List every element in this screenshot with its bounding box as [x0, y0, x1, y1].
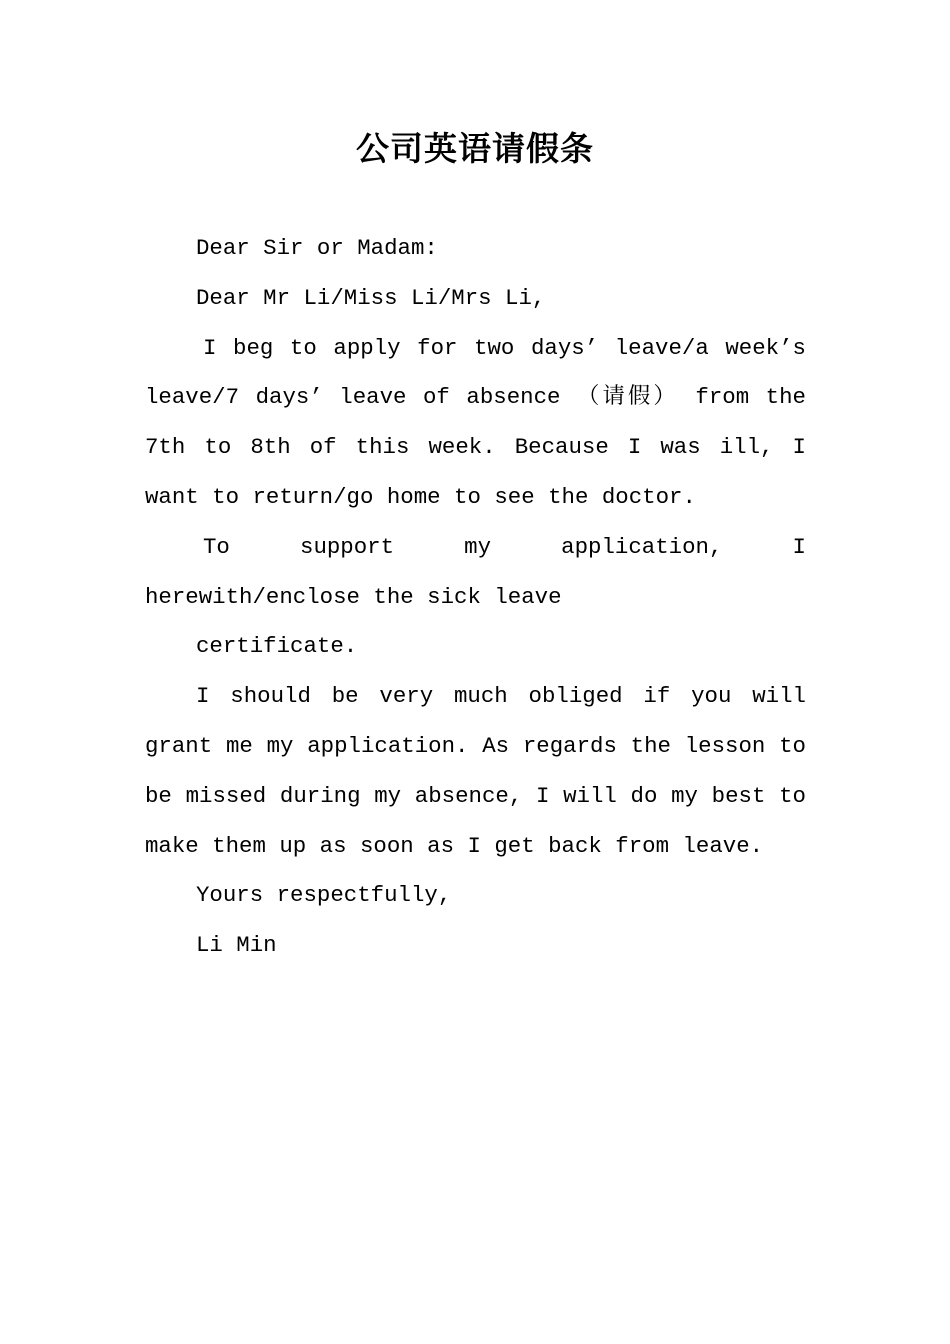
leave-request-paragraph: I beg to apply for two days’ leave/a week’s leave/7 days’ leave of absence （请假） from the 7th to 8th of this week. Because I was ill, I want to return/go home to see the doctor. [145, 334, 806, 510]
support-paragraph-line-2: certificate. [196, 633, 358, 660]
closing-line: Yours respectfully, [196, 882, 452, 909]
obligation-paragraph: I should be very much obliged if you will grant me my application. As regards the lesson to be missed during my absence, I will do my best to make them up as soon as I get back from leave. [145, 683, 806, 859]
greeting-line-2: Dear Mr Li/Miss Li/Mrs Li, [196, 284, 546, 311]
support-paragraph-line-1: To support my application, I herewith/enclose the sick leave [145, 533, 806, 610]
greeting-line-1: Dear Sir or Madam: [196, 235, 438, 261]
signature-name: Li Min [196, 932, 277, 959]
letter-body [145, 224, 806, 971]
document-title: 公司英语请假条 [356, 129, 594, 168]
